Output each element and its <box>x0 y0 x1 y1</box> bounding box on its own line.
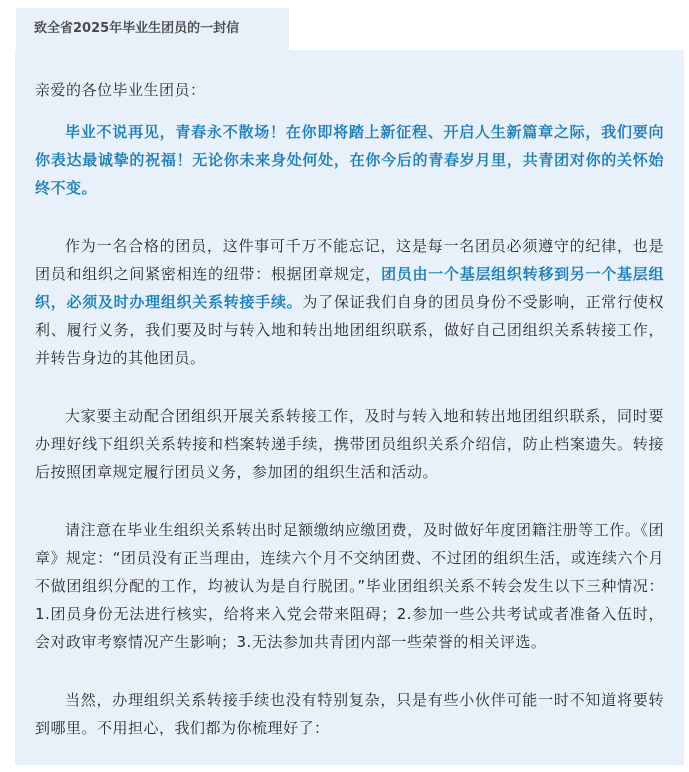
discipline-paragraph <box>35 232 664 372</box>
blessing-paragraph: 毕业不说再见，青春永不散场！在你即将踏上新征程、开启人生新篇章之际，我们要向你表达最诚挚的祝福！无论你未来身处何处，在你今后的青春岁月里，共青团对你的关怀始终不变。 <box>35 123 664 197</box>
letter-title-tab: 致全省2025年毕业生团员的一封信 <box>16 8 289 50</box>
closing-paragraph: 当然，办理组织关系转接手续也没有特别复杂，只是有些小伙伴可能一时不知道将要转到哪里。不用担心，我们都为你梳理好了： <box>35 691 664 737</box>
dues-paragraph: 请注意在毕业生组织关系转出时足额缴纳应缴团费，及时做好年度团籍注册等工作。《团章》规定：“团员没有正当理由，连续六个月不交纳团费、不过团的组织生活，或连续六个月不做团组织分配的工作，均被认为是自行脱团。”毕业团组织关系不转会发生以下三种情况：1.团员身份无法进行核实，给将来入党会带来阻碍；2.参加一些公共考试或者准备入伍时，会对政审考察情况产生影响；3.无法参加共青团内部一些荣誉的相关评选。 <box>35 521 664 651</box>
discipline-text-after: 为了保证我们自身的团员身份不受影响，正常行使权利、履行义务，我们要及时与转入地和转出地团组织联系，做好自己团组织关系转接工作，并转告身边的其他团员。 <box>35 293 664 367</box>
letter-body <box>15 50 684 765</box>
discipline-text-before: 作为一名合格的团员，这件事可千万不能忘记，这是每一名团员必须遵守的纪律，也是团员和组织之间紧密相连的纽带：根据团章规定， <box>35 237 664 283</box>
cooperation-paragraph: 大家要主动配合团组织开展关系转接工作，及时与转入地和转出地团组织联系，同时要办理好线下组织关系转接和档案转递手续，携带团员组织关系介绍信，防止档案遗失。转接后按照团章规定履行团员义务，参加团的组织生活和活动。 <box>35 407 664 481</box>
charter-rule-highlight: 团员由一个基层组织转移到另一个基层组织，必须及时办理组织关系转接手续。 <box>35 265 664 311</box>
greeting: 亲爱的各位毕业生团员： <box>35 81 206 99</box>
